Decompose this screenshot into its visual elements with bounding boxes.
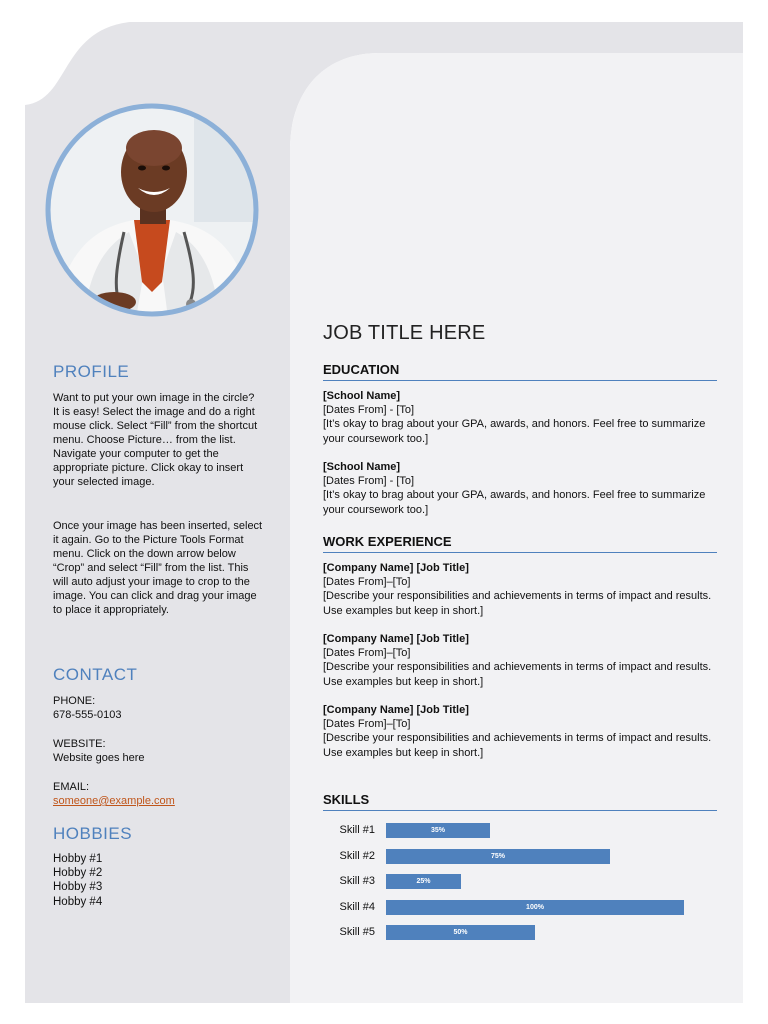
hobby-item: Hobby #2 (53, 867, 103, 879)
job-company-title: [Company Name] [Job Title] (323, 633, 469, 645)
skill-percent-label: 25% (416, 878, 431, 885)
job-company-title: [Company Name] [Job Title] (323, 704, 469, 716)
skill-percent-label: 75% (490, 852, 505, 860)
skill-percent-label: 100% (526, 903, 544, 911)
skill-label: Skill #5 (339, 926, 375, 938)
email-link[interactable]: someone@example.com (53, 795, 175, 807)
hobby-item: Hobby #1 (53, 853, 103, 865)
website-value: Website goes here (53, 752, 145, 764)
job-description: [Describe your responsibilities and achievements in terms of impact and results. Use examples but keep in short.] (323, 732, 712, 759)
work-experience-heading: WORK EXPERIENCE (323, 534, 717, 553)
profile-paragraph-2: Once your image has been inserted, select it again. Go to the Picture Tools Format menu. Click on the down arrow below “Crop” and select “Fill” from the list. This will auto adjust your image to crop to the image. You can click and drag your image to place it appropriately. (53, 520, 263, 616)
skill-percent-label: 35% (430, 827, 445, 834)
school-description: [It’s okay to brag about your GPA, awards, and honors. Feel free to summarize your coursework too.] (323, 489, 706, 516)
skill-label: Skill #4 (339, 900, 375, 913)
email-label: EMAIL: (53, 781, 90, 793)
skill-bar (386, 925, 535, 940)
education-entry (323, 460, 717, 517)
job-description: [Describe your responsibilities and achievements in terms of impact and results. Use examples but keep in short.] (323, 661, 712, 688)
profile-paragraph-1: Want to put your own image in the circle? It is easy! Select the image and do a right mouse click. Select “Fill” from the shortcut menu. Choose Picture… from the list. Navigate your computer to get the appropriate picture. Click okay to insert your selected image. (53, 392, 258, 488)
job-company-title: [Company Name] [Job Title] (323, 562, 469, 574)
job-title: JOB TITLE HERE (323, 322, 486, 344)
skill-label: Skill #2 (339, 849, 375, 862)
hobby-item: Hobby #4 (53, 896, 103, 908)
hobby-item: Hobby #3 (53, 881, 103, 893)
job-dates: [Dates From]–[To] (323, 576, 411, 589)
phone-label: PHONE: (53, 695, 96, 707)
skills-heading: SKILLS (323, 792, 717, 811)
work-entry (323, 703, 717, 760)
education-entry (323, 389, 717, 446)
school-name: [School Name] (323, 461, 401, 473)
work-entry (323, 632, 717, 689)
email-row (53, 794, 175, 808)
phone-value: 678-555-0103 (53, 709, 122, 721)
school-description: [It’s okay to brag about your GPA, awards, and honors. Feel free to summarize your coursework too.] (323, 418, 706, 445)
profile-photo[interactable] (44, 102, 260, 318)
skill-bar (386, 849, 610, 864)
skill-bar (386, 900, 684, 915)
skill-bar (386, 874, 461, 889)
profile-heading: PROFILE (53, 362, 130, 381)
job-description: [Describe your responsibilities and achievements in terms of impact and results. Use examples but keep in short.] (323, 590, 712, 617)
website-label: WEBSITE: (53, 738, 106, 750)
education-heading: EDUCATION (323, 362, 717, 381)
skill-label: Skill #1 (339, 824, 375, 836)
skill-bar (386, 823, 490, 838)
job-dates: [Dates From]–[To] (323, 647, 411, 660)
hobbies-heading: HOBBIES (53, 824, 133, 843)
skill-percent-label: 50% (453, 929, 468, 936)
work-entry (323, 561, 717, 618)
school-dates: [Dates From] - [To] (323, 404, 415, 417)
skill-label: Skill #3 (339, 875, 375, 887)
school-name: [School Name] (323, 390, 401, 402)
contact-heading: CONTACT (53, 665, 138, 684)
job-dates: [Dates From]–[To] (323, 718, 411, 731)
school-dates: [Dates From] - [To] (323, 475, 415, 488)
